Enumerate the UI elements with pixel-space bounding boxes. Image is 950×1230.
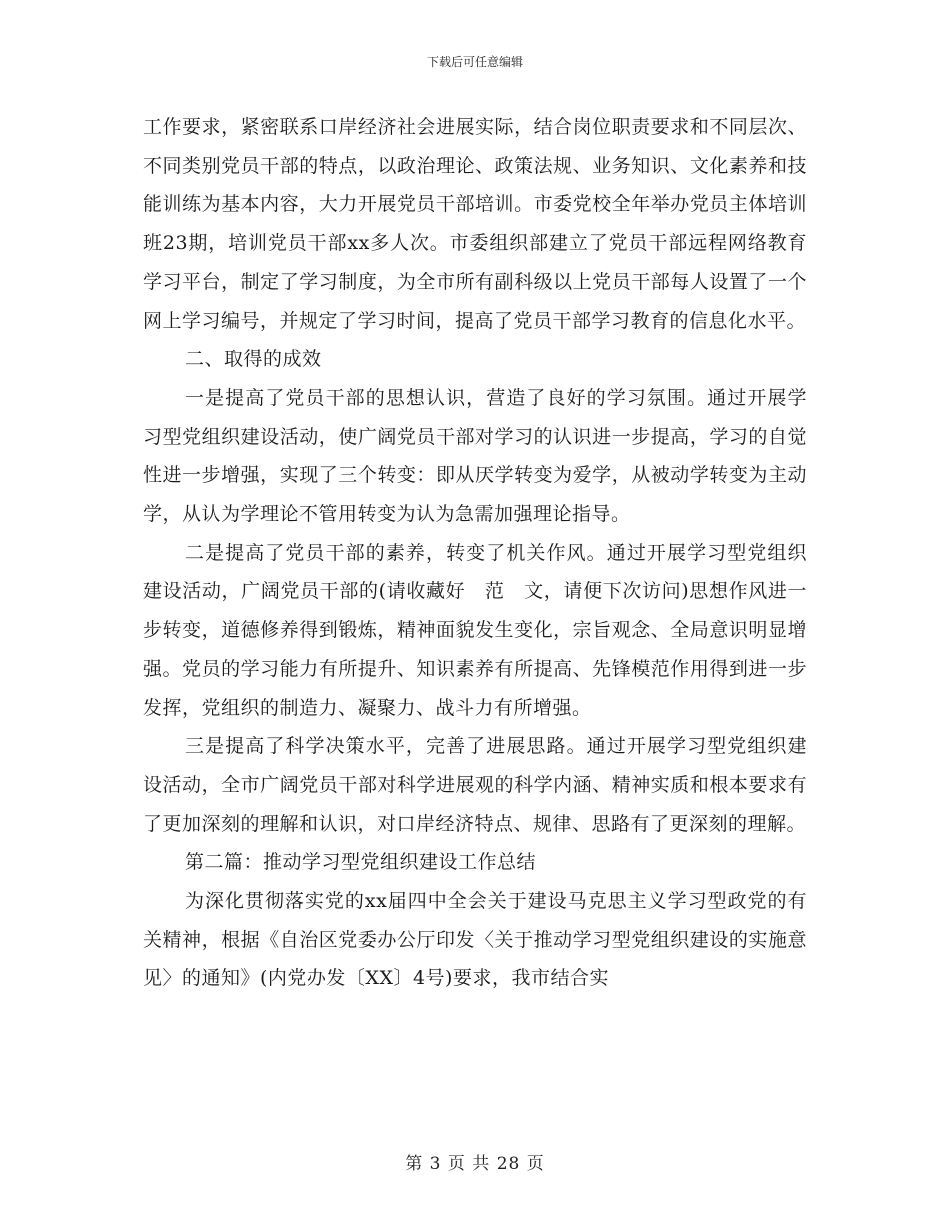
page-header: 下载后可任意编辑	[426, 55, 523, 69]
section-heading-results: 二、取得的成效	[185, 348, 322, 371]
paragraph-continuation: 工作要求，紧密联系口岸经济社会进展实际，结合岗位职责要求和不同层次、不同类别党员干部的特点，以政治理论、政策法规、业务知识、文化素养和技能训练为基本内容，大力开展党员干部培训。市委党校全年举办党员主体培训班23期，培训党员干部xx多人次。市委组织部建立了党员干部远程网络教育学习平台，制定了学习制度，为全市所有副科级以上党员干部每人设置了一个网上学习编号，并规定了学习时间，提高了党员干部学习教育的信息化水平。	[143, 116, 807, 332]
paragraph-part-two-intro: 为深化贯彻落实党的xx届四中全会关于建设马克思主义学习型政党的有关精神，根据《自治区党委办公厅印发〈关于推动学习型党组织建设的实施意见〉的通知》(内党办发〔XX〕4号)要求，我市结合实	[143, 890, 807, 990]
paragraph-second-point: 二是提高了党员干部的素养，转变了机关作风。通过开展学习型党组织建设活动，广阔党员干部的(请收藏好 范 文，请便下次访问)思想作风进一步转变，道德修养得到锻炼，精神面貌发生变化，宗旨观念、全局意识明显增强。党员的学习能力有所提升、知识素养有所提高、先锋模范作用得到进一步发挥，党组织的制造力、凝聚力、战斗力有所增强。	[143, 541, 807, 719]
paragraph-third-point: 三是提高了科学决策水平，完善了进展思路。通过开展学习型党组织建设活动，全市广阔党员干部对科学进展观的科学内涵、精神实质和根本要求有了更加深刻的理解和认识，对口岸经济特点、规律、思路有了更深刻的理解。	[143, 735, 807, 835]
page-footer	[0, 1153, 950, 1175]
document-body	[143, 108, 807, 998]
chapter-heading-part-two: 第二篇：推动学习型党组织建设工作总结	[185, 851, 537, 874]
page-number: 第 3 页 共 28 页	[405, 1154, 545, 1174]
paragraph-first-point: 一是提高了党员干部的思想认识，营造了良好的学习氛围。通过开展学习型党组织建设活动，使广阔党员干部对学习的认识进一步提高，学习的自觉性进一步增强，实现了三个转变：即从厌学转变为爱学，从被动学转变为主动学，从认为学理论不管用转变为认为急需加强理论指导。	[143, 386, 807, 526]
